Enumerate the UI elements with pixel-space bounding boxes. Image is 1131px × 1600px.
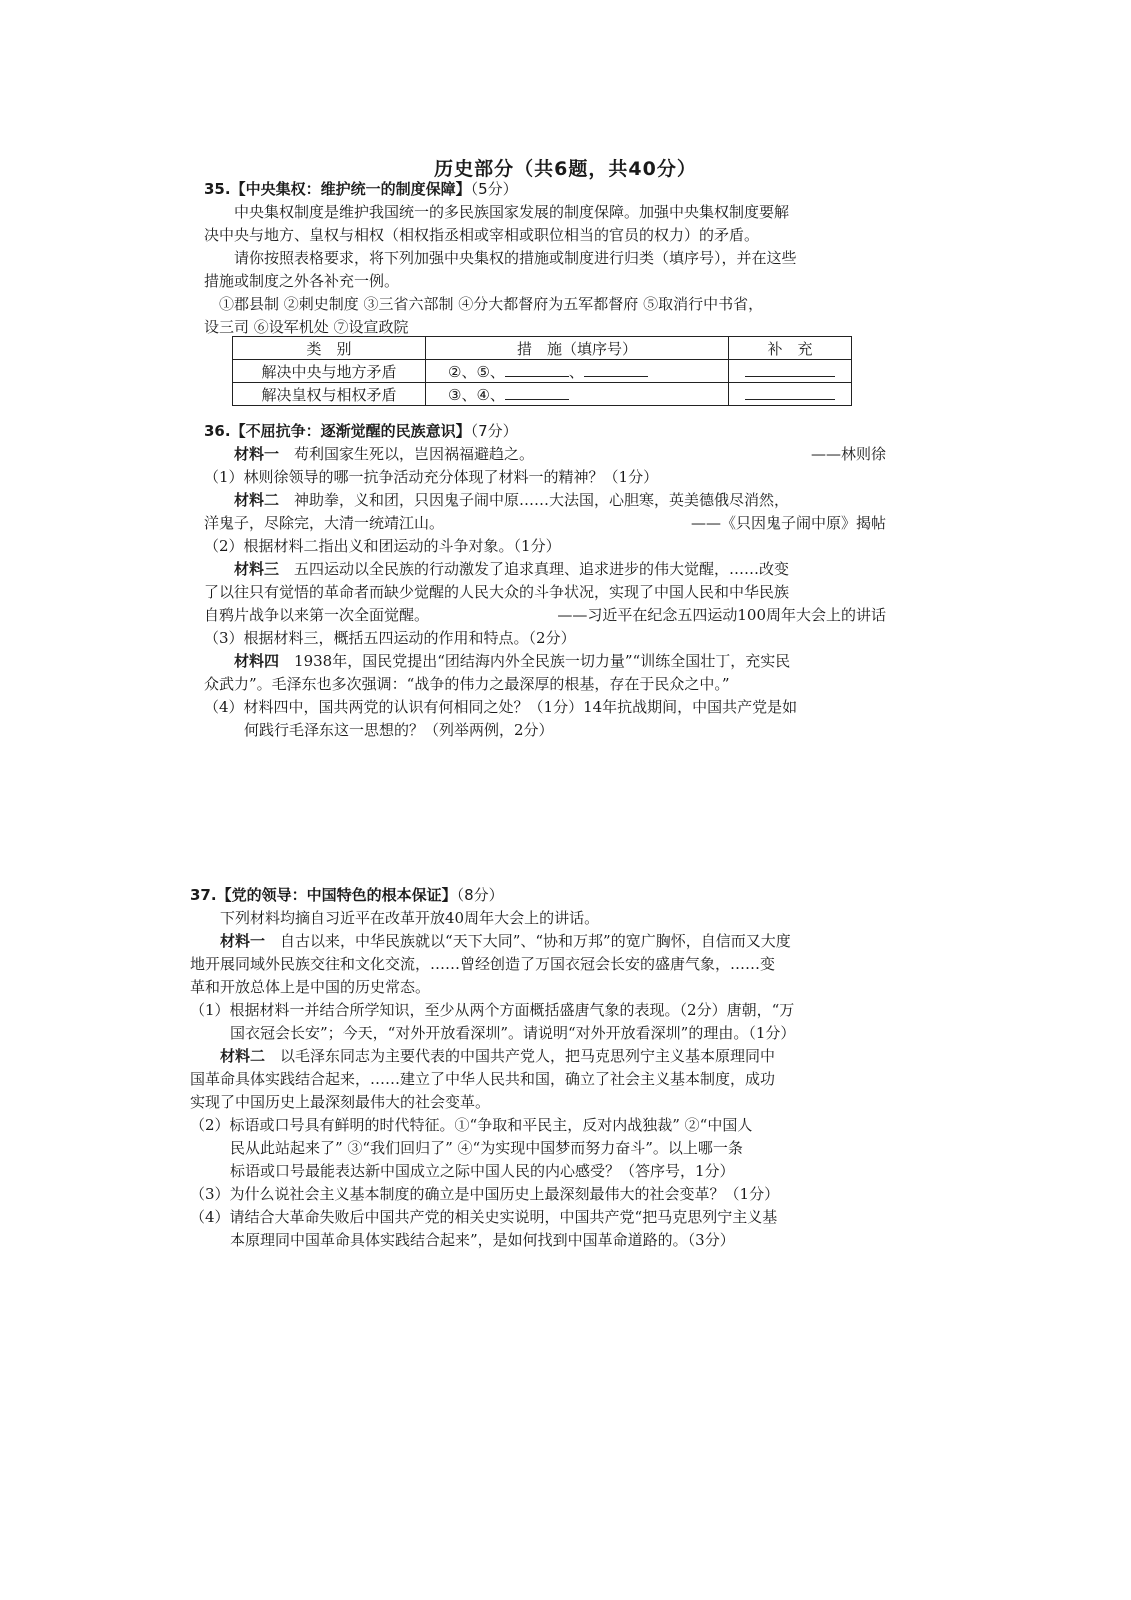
answer-blank[interactable]: [584, 362, 648, 377]
section-title: 历史部分（共6题，共40分）: [434, 158, 697, 180]
q37-subquestion-1-line2: 国衣冠会长安”；今天，“对外开放看深圳”。请说明“对外开放看深圳”的理由。（1分）: [230, 1024, 796, 1042]
row-category: 解决皇权与相权矛盾: [233, 383, 426, 406]
material-text: 自鸦片战争以来第一次全面觉醒。: [204, 606, 430, 624]
q35-points: （5分）: [470, 180, 518, 198]
material-label: 材料一: [234, 445, 280, 463]
row-supplement: [729, 383, 852, 406]
q36-subquestion-2: （2）根据材料二指出义和团运动的斗争对象。（1分）: [204, 537, 561, 555]
q37-subquestion-3: （3）为什么说社会主义基本制度的确立是中国历史上最深刻最伟大的社会变革？（1分）: [190, 1185, 780, 1203]
q36-heading-text: 36.【不屈抗争：逐渐觉醒的民族意识】: [204, 422, 471, 440]
row-measures: [426, 360, 729, 383]
material-source: ——《只因鬼子闹中原》揭帖: [690, 514, 886, 532]
q36-subquestion-4-line2: 何践行毛泽东这一思想的？（列举两例，2分）: [244, 721, 554, 739]
material-text: 以毛泽东同志为主要代表的中国共产党人，把马克思列宁主义基本原理同中: [280, 1047, 776, 1065]
q36-material-2-line1: [204, 489, 886, 512]
table-row: [233, 360, 852, 383]
q37-points: （8分）: [456, 886, 504, 904]
q36-material-3-line1: [204, 558, 886, 581]
q35-p1-line2: 决中央与地方、皇权与相权（相权指丞相或宰相或职位相当的官员的权力）的矛盾。: [204, 226, 760, 244]
material-text: 五四运动以全民族的行动激发了追求真理、追求进步的伟大觉醒，……改变: [294, 560, 790, 578]
material-label: 材料一: [220, 932, 266, 950]
table-header-supplement: 补 充: [729, 337, 852, 360]
q37-subquestion-4-line1: （4）请结合大革命失败后中国共产党的相关史实说明，中国共产党“把马克思列宁主义基: [190, 1208, 778, 1226]
q37-material-2-line2: 国革命具体实践结合起来，……建立了中华人民共和国，确立了社会主义基本制度，成功: [190, 1070, 776, 1088]
question-37: [190, 884, 880, 1252]
row-measures-prefix: ③、④、: [448, 385, 505, 404]
material-source: ——习近平在纪念五四运动100周年大会上的讲话: [557, 606, 886, 624]
q35-options-line1: ①郡县制 ②刺史制度 ③三省六部制 ④分大都督府为五军都督府 ⑤取消行中书省，: [219, 295, 764, 313]
q36-heading: [204, 420, 886, 443]
q36-material-4-line2: 众武力”。毛泽东也多次强调：“战争的伟力之最深厚的根基，存在于民众之中。”: [204, 675, 730, 693]
q37-intro: 下列材料均摘自习近平在改革开放40周年大会上的讲话。: [220, 909, 600, 927]
q35-p2-line1: 请你按照表格要求，将下列加强中央集权的措施或制度进行归类（填序号），并在这些: [234, 249, 797, 267]
q37-subquestion-4-line2: 本原理同中国革命具体实践结合起来”，是如何找到中国革命道路的。（3分）: [230, 1231, 735, 1249]
q36-points: （7分）: [470, 422, 518, 440]
material-label: 材料二: [234, 491, 280, 509]
q37-material-2-line1: [190, 1045, 880, 1068]
material-label: 材料三: [234, 560, 280, 578]
question-35: [204, 178, 894, 339]
material-label: 材料二: [220, 1047, 266, 1065]
row-measures-prefix: ②、⑤、: [448, 362, 505, 381]
q37-heading-text: 37.【党的领导：中国特色的根本保证】: [190, 886, 457, 904]
table-row: [233, 383, 852, 406]
answer-blank[interactable]: [745, 385, 835, 400]
q37-subquestion-2-line2: 民从此站起来了” ③“我们回归了” ④“为实现中国梦而努力奋斗”。以上哪一条: [230, 1139, 743, 1157]
q36-material-3-line2: 了以往只有觉悟的革命者而缺少觉醒的人民大众的斗争状况，实现了中国人民和中华民族: [204, 583, 790, 601]
material-source: ——林则徐: [810, 445, 886, 463]
q37-heading: [190, 884, 880, 907]
q37-subquestion-2-line3: 标语或口号最能表达新中国成立之际中国人民的内心感受？（答序号，1分）: [230, 1162, 735, 1180]
row-separator: 、: [568, 362, 584, 381]
table-header-measures: 措 施（填序号）: [426, 337, 729, 360]
classification-table: [232, 336, 852, 406]
q37-material-1-line1: [190, 930, 880, 953]
material-text: 1938年，国民党提出“团结海内外全民族一切力量”“训练全国壮丁，充实民: [294, 652, 791, 670]
q37-material-1-line2: 地开展同域外民族交往和文化交流，……曾经创造了万国衣冠会长安的盛唐气象，……变: [190, 955, 776, 973]
q36-subquestion-3: （3）根据材料三，概括五四运动的作用和特点。（2分）: [204, 629, 576, 647]
row-measures: [426, 383, 729, 406]
answer-blank[interactable]: [505, 385, 569, 400]
q36-material-4-line1: [204, 650, 886, 673]
q36-subquestion-1: （1）林则徐领导的哪一抗争活动充分体现了材料一的精神？（1分）: [204, 468, 659, 486]
q35-heading: [204, 178, 894, 201]
table-header-category: 类 别: [233, 337, 426, 360]
q36-material-3-line3: [204, 604, 886, 627]
table-header-row: [233, 337, 852, 360]
q37-material-1-line3: 革和开放总体上是中国的历史常态。: [190, 978, 431, 996]
q35-p1-line1: 中央集权制度是维护我国统一的多民族国家发展的制度保障。加强中央集权制度要解: [234, 203, 790, 221]
q37-material-2-line3: 实现了中国历史上最深刻最伟大的社会变革。: [190, 1093, 491, 1111]
material-text: 自古以来，中华民族就以“天下大同”、“协和万邦”的宽广胸怀，自信而又大度: [280, 932, 791, 950]
q36-material-1: [204, 443, 886, 466]
answer-blank[interactable]: [745, 362, 835, 377]
material-text: 苟利国家生死以，岂因祸福避趋之。: [294, 445, 535, 463]
q36-subquestion-4-line1: （4）材料四中，国共两党的认识有何相同之处？（1分）14年抗战期间，中国共产党是如: [204, 698, 798, 716]
material-label: 材料四: [234, 652, 280, 670]
q37-subquestion-1-line1: （1）根据材料一并结合所学知识，至少从两个方面概括盛唐气象的表现。（2分）唐朝，“万: [190, 1001, 795, 1019]
q35-p2-line2: 措施或制度之外各补充一例。: [204, 272, 400, 290]
q36-material-2-line2: [204, 512, 886, 535]
material-text: 洋鬼子，尽除完，大清一统靖江山。: [204, 514, 445, 532]
answer-blank[interactable]: [505, 362, 569, 377]
q37-subquestion-2-line1: （2）标语或口号具有鲜明的时代特征。①“争取和平民主，反对内战独裁” ②“中国人: [190, 1116, 753, 1134]
q35-heading-text: 35.【中央集权：维护统一的制度保障】: [204, 180, 471, 198]
row-category: 解决中央与地方矛盾: [233, 360, 426, 383]
row-supplement: [729, 360, 852, 383]
q35-options-line2: 设三司 ⑥设军机处 ⑦设宣政院: [204, 318, 409, 336]
question-36: [204, 420, 886, 742]
material-text: 神助拳，义和团，只因鬼子闹中原……大法国，心胆寒，英美德俄尽消然，: [294, 491, 790, 509]
